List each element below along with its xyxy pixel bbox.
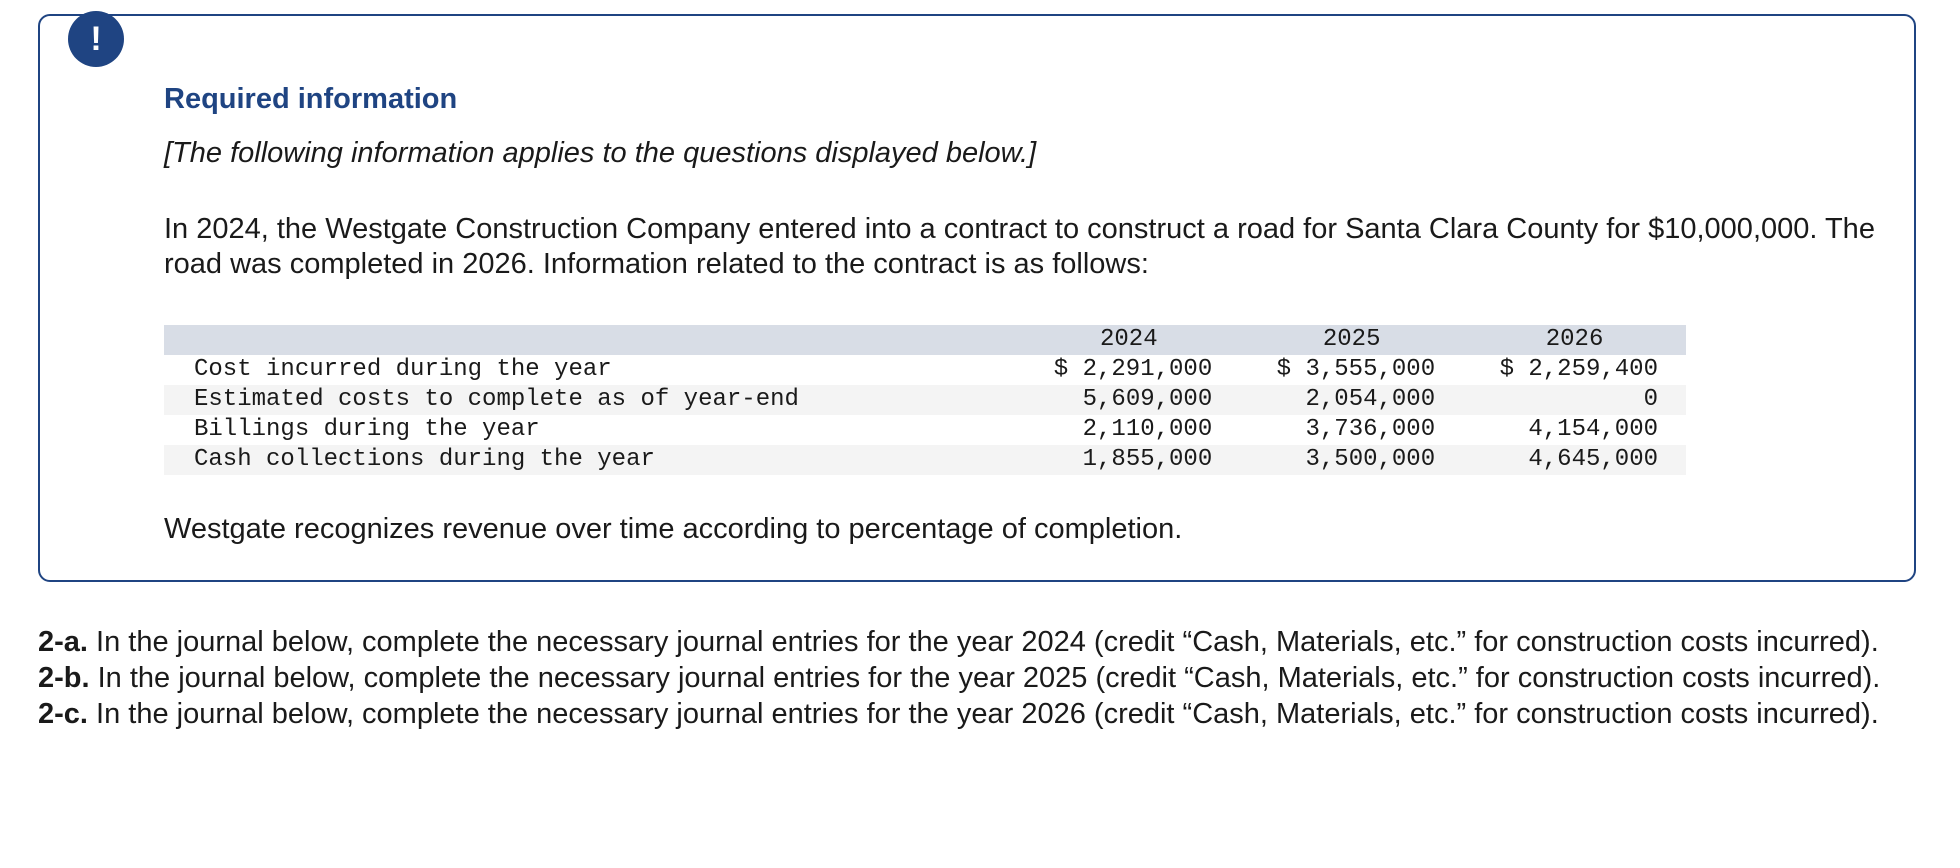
table-row bbox=[164, 355, 1686, 385]
box-title: Required information bbox=[164, 83, 458, 115]
row-label: Cash collections during the year bbox=[194, 446, 655, 473]
cell-value: $ 2,259,400 bbox=[1499, 356, 1658, 383]
question-2b bbox=[38, 660, 1918, 696]
table-row bbox=[164, 445, 1686, 475]
contract-data-table bbox=[164, 325, 1686, 475]
question-2c bbox=[38, 696, 1918, 732]
question-number: 2-a. bbox=[38, 626, 88, 658]
cell-value: $ 2,291,000 bbox=[1053, 356, 1213, 383]
question-2a bbox=[38, 624, 1918, 660]
question-text: In the journal below, complete the necessary journal entries for the year 2026 (credit “Cash, Materials, etc.” for construction costs incurred). bbox=[87, 698, 1879, 730]
table-row bbox=[164, 385, 1686, 415]
problem-intro: In 2024, the Westgate Construction Company entered into a contract to construct a road for Santa Clara County for $10,000,000. The road was completed in 2026. Information related to the contract is as follows: bbox=[164, 213, 1875, 280]
row-label: Estimated costs to complete as of year-end bbox=[194, 386, 799, 413]
cell-value: 4,645,000 bbox=[1528, 446, 1658, 473]
table-header-row bbox=[164, 325, 1686, 355]
question-number: 2-c. bbox=[38, 698, 88, 730]
question-list bbox=[38, 624, 1918, 732]
cell-value: 2,110,000 bbox=[1082, 416, 1213, 443]
table-header-2024: 2024 bbox=[1099, 326, 1158, 353]
table-header-2026: 2026 bbox=[1545, 326, 1604, 353]
required-information-box bbox=[38, 14, 1916, 582]
cell-value: 5,609,000 bbox=[1082, 386, 1213, 413]
cell-value: $ 3,555,000 bbox=[1276, 356, 1436, 383]
cell-value: 2,054,000 bbox=[1305, 386, 1436, 413]
cell-value: 0 bbox=[1643, 386, 1658, 413]
table-row bbox=[164, 415, 1686, 445]
cell-value: 4,154,000 bbox=[1528, 416, 1658, 443]
alert-icon: ! bbox=[68, 11, 124, 67]
row-label: Cost incurred during the year bbox=[194, 356, 612, 383]
cell-value: 1,855,000 bbox=[1082, 446, 1213, 473]
revenue-method-note: Westgate recognizes revenue over time according to percentage of completion. bbox=[164, 513, 1183, 545]
table-header-blank bbox=[164, 325, 1017, 355]
cell-value: 3,736,000 bbox=[1305, 416, 1436, 443]
question-number: 2-b. bbox=[38, 662, 90, 694]
question-text: In the journal below, complete the necessary journal entries for the year 2024 (credit “Cash, Materials, etc.” for construction costs incurred). bbox=[87, 626, 1879, 658]
table-header-2025: 2025 bbox=[1322, 326, 1381, 353]
row-label: Billings during the year bbox=[194, 416, 540, 443]
question-text: In the journal below, complete the necessary journal entries for the year 2025 (credit “Cash, Materials, etc.” for construction costs incurred). bbox=[89, 662, 1881, 694]
box-note: [The following information applies to the questions displayed below.] bbox=[164, 137, 1037, 169]
cell-value: 3,500,000 bbox=[1305, 446, 1436, 473]
